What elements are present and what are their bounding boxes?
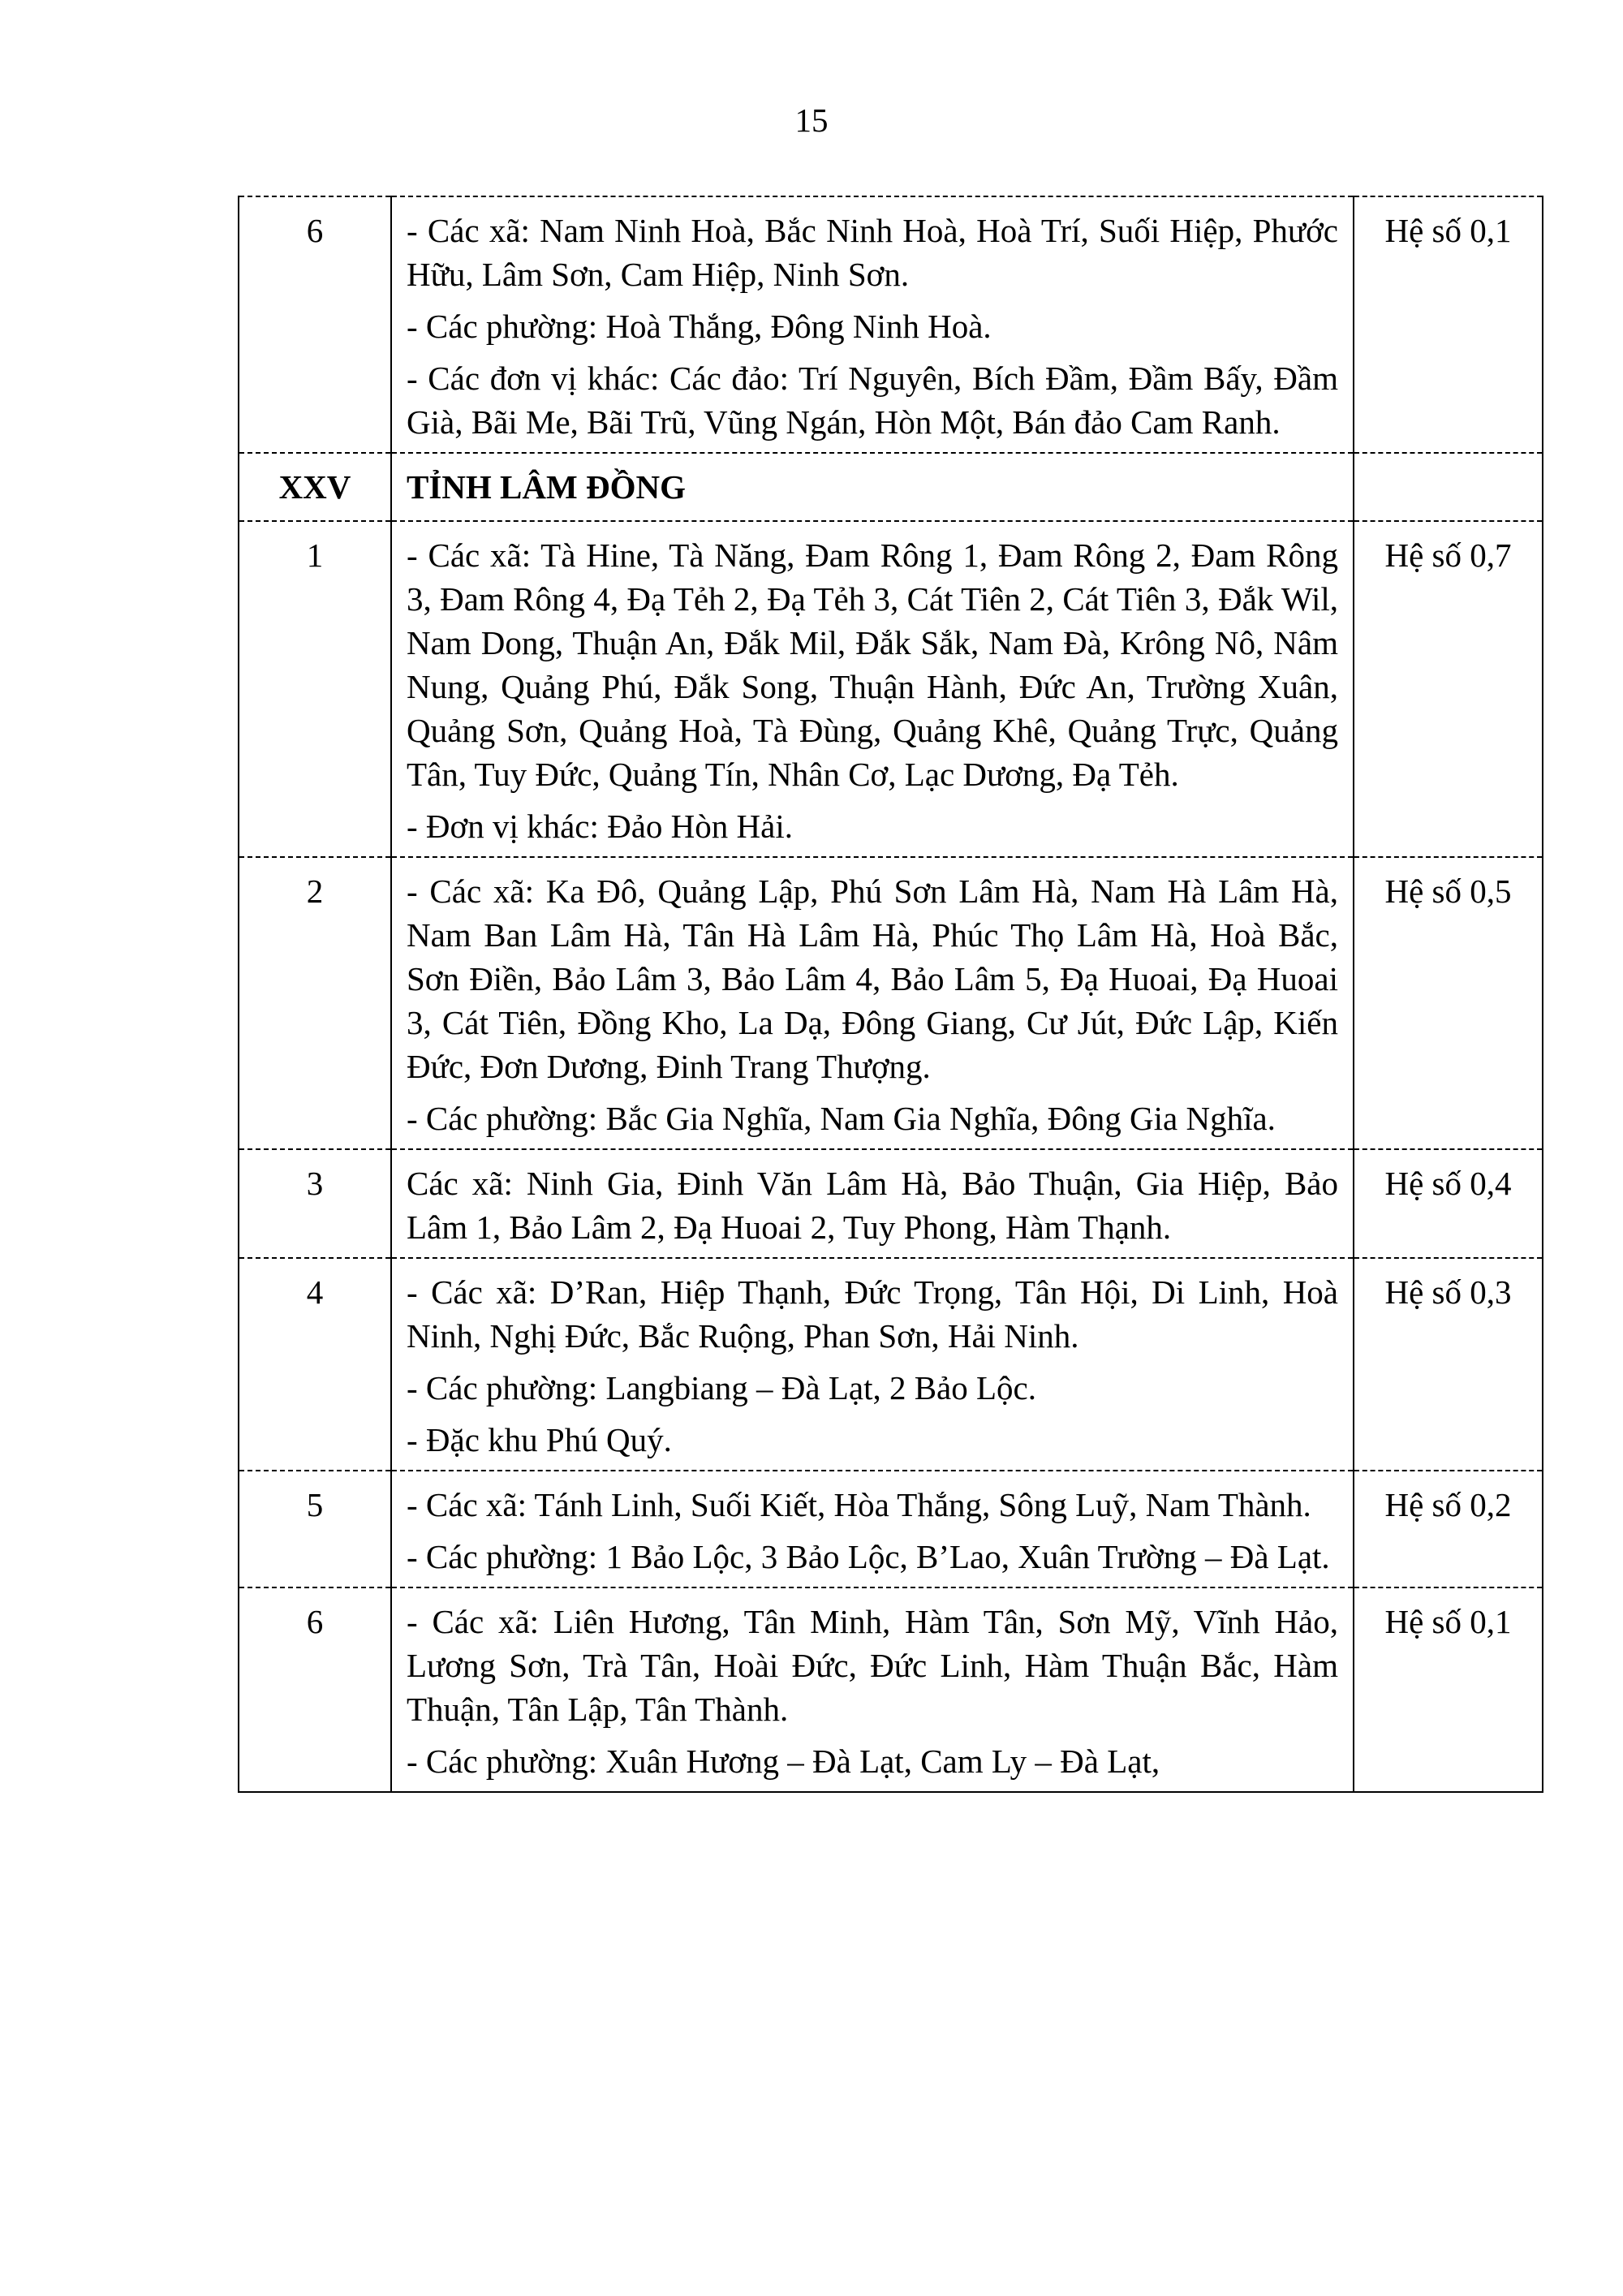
row-number: 6 xyxy=(239,1587,391,1792)
table-row xyxy=(239,1471,1543,1587)
unit-line: - Các xã: Tánh Linh, Suối Kiết, Hòa Thắng, Sông Luỹ, Nam Thành. xyxy=(407,1486,1311,1523)
unit-line: - Đặc khu Phú Quý. xyxy=(407,1421,672,1458)
table-row xyxy=(239,1149,1543,1258)
row-number: 1 xyxy=(239,521,391,857)
unit-line: - Đơn vị khác: Đảo Hòn Hải. xyxy=(407,808,793,845)
table-row xyxy=(239,857,1543,1149)
unit-list xyxy=(391,1471,1354,1587)
unit-list xyxy=(391,1587,1354,1792)
unit-line: - Các phường: Bắc Gia Nghĩa, Nam Gia Nghĩa, Đông Gia Nghĩa. xyxy=(407,1100,1276,1137)
coefficient: Hệ số 0,5 xyxy=(1354,857,1543,1149)
unit-line: - Các xã: Liên Hương, Tân Minh, Hàm Tân, Sơn Mỹ, Vĩnh Hảo, Lương Sơn, Trà Tân, Hoài Đức, Đức Linh, Hàm Thuận Bắc, Hàm Thuận, Tân Lập, Tân Thành. xyxy=(407,1603,1338,1728)
unit-line: - Các xã: Ka Đô, Quảng Lập, Phú Sơn Lâm Hà, Nam Hà Lâm Hà, Nam Ban Lâm Hà, Tân Hà Lâm Hà, Phúc Thọ Lâm Hà, Hoà Bắc, Sơn Điền, Bảo Lâm 3, Bảo Lâm 4, Bảo Lâm 5, Đạ Huoai, Đạ Huoai 3, Cát Tiên, Đồng Kho, La Dạ, Đông Giang, Cư Jút, Đức Lập, Kiến Đức, Đơn Dương, Đinh Trang Thượng. xyxy=(407,872,1338,1085)
unit-list xyxy=(391,521,1354,857)
coefficient: Hệ số 0,1 xyxy=(1354,196,1543,453)
table-row xyxy=(239,1258,1543,1471)
coefficient: Hệ số 0,2 xyxy=(1354,1471,1543,1587)
page-number: 15 xyxy=(794,101,829,139)
row-number: 4 xyxy=(239,1258,391,1471)
unit-line: - Các xã: D’Ran, Hiệp Thạnh, Đức Trọng, Tân Hội, Di Linh, Hoà Ninh, Nghị Đức, Bắc Ruộng, Phan Sơn, Hải Ninh. xyxy=(407,1273,1338,1355)
coefficient: Hệ số 0,7 xyxy=(1354,521,1543,857)
unit-line: - Các phường: Xuân Hương – Đà Lạt, Cam Ly – Đà Lạt, xyxy=(407,1742,1160,1780)
table-body xyxy=(239,196,1543,1792)
coefficient: Hệ số 0,3 xyxy=(1354,1258,1543,1471)
table-row xyxy=(239,521,1543,857)
coefficient xyxy=(1354,453,1543,521)
section-number: XXV xyxy=(239,453,391,521)
unit-line: - Các đơn vị khác: Các đảo: Trí Nguyên, Bích Đầm, Đầm Bấy, Đầm Già, Bãi Me, Bãi Trũ, Vũng Ngán, Hòn Một, Bán đảo Cam Ranh. xyxy=(407,360,1338,441)
table-row xyxy=(239,196,1543,453)
table-row xyxy=(239,1587,1543,1792)
unit-line: - Các phường: Langbiang – Đà Lạt, 2 Bảo Lộc. xyxy=(407,1369,1036,1406)
unit-list xyxy=(391,1149,1354,1258)
coefficient: Hệ số 0,1 xyxy=(1354,1587,1543,1792)
section-title: TỈNH LÂM ĐỒNG xyxy=(391,453,1354,521)
coefficient: Hệ số 0,4 xyxy=(1354,1149,1543,1258)
section-row xyxy=(239,453,1543,521)
unit-line: - Các phường: Hoà Thắng, Đông Ninh Hoà. xyxy=(407,308,992,345)
unit-list xyxy=(391,196,1354,453)
region-coefficient-table xyxy=(238,196,1543,1793)
unit-line: Các xã: Ninh Gia, Đinh Văn Lâm Hà, Bảo Thuận, Gia Hiệp, Bảo Lâm 1, Bảo Lâm 2, Đạ Huoai 2, Tuy Phong, Hàm Thạnh. xyxy=(407,1165,1338,1246)
row-number: 2 xyxy=(239,857,391,1149)
row-number: 3 xyxy=(239,1149,391,1258)
row-number: 6 xyxy=(239,196,391,453)
unit-list xyxy=(391,857,1354,1149)
unit-list xyxy=(391,1258,1354,1471)
unit-line: - Các xã: Tà Hine, Tà Năng, Đam Rông 1, Đam Rông 2, Đam Rông 3, Đam Rông 4, Đạ Tẻh 2, Đạ Tẻh 3, Cát Tiên 2, Cát Tiên 3, Đắk Wil, Nam Dong, Thuận An, Đắk Mil, Đắk Sắk, Nam Đà, Krông Nô, Nâm Nung, Quảng Phú, Đắk Song, Thuận Hành, Đức An, Trường Xuân, Quảng Sơn, Quảng Hoà, Tà Đùng, Quảng Khê, Quảng Trực, Quảng Tân, Tuy Đức, Quảng Tín, Nhân Cơ, Lạc Dương, Đạ Tẻh. xyxy=(407,536,1338,793)
unit-line: - Các phường: 1 Bảo Lộc, 3 Bảo Lộc, B’Lao, Xuân Trường – Đà Lạt. xyxy=(407,1538,1330,1575)
row-number: 5 xyxy=(239,1471,391,1587)
unit-line: - Các xã: Nam Ninh Hoà, Bắc Ninh Hoà, Hoà Trí, Suối Hiệp, Phước Hữu, Lâm Sơn, Cam Hiệp, Ninh Sơn. xyxy=(407,212,1338,293)
